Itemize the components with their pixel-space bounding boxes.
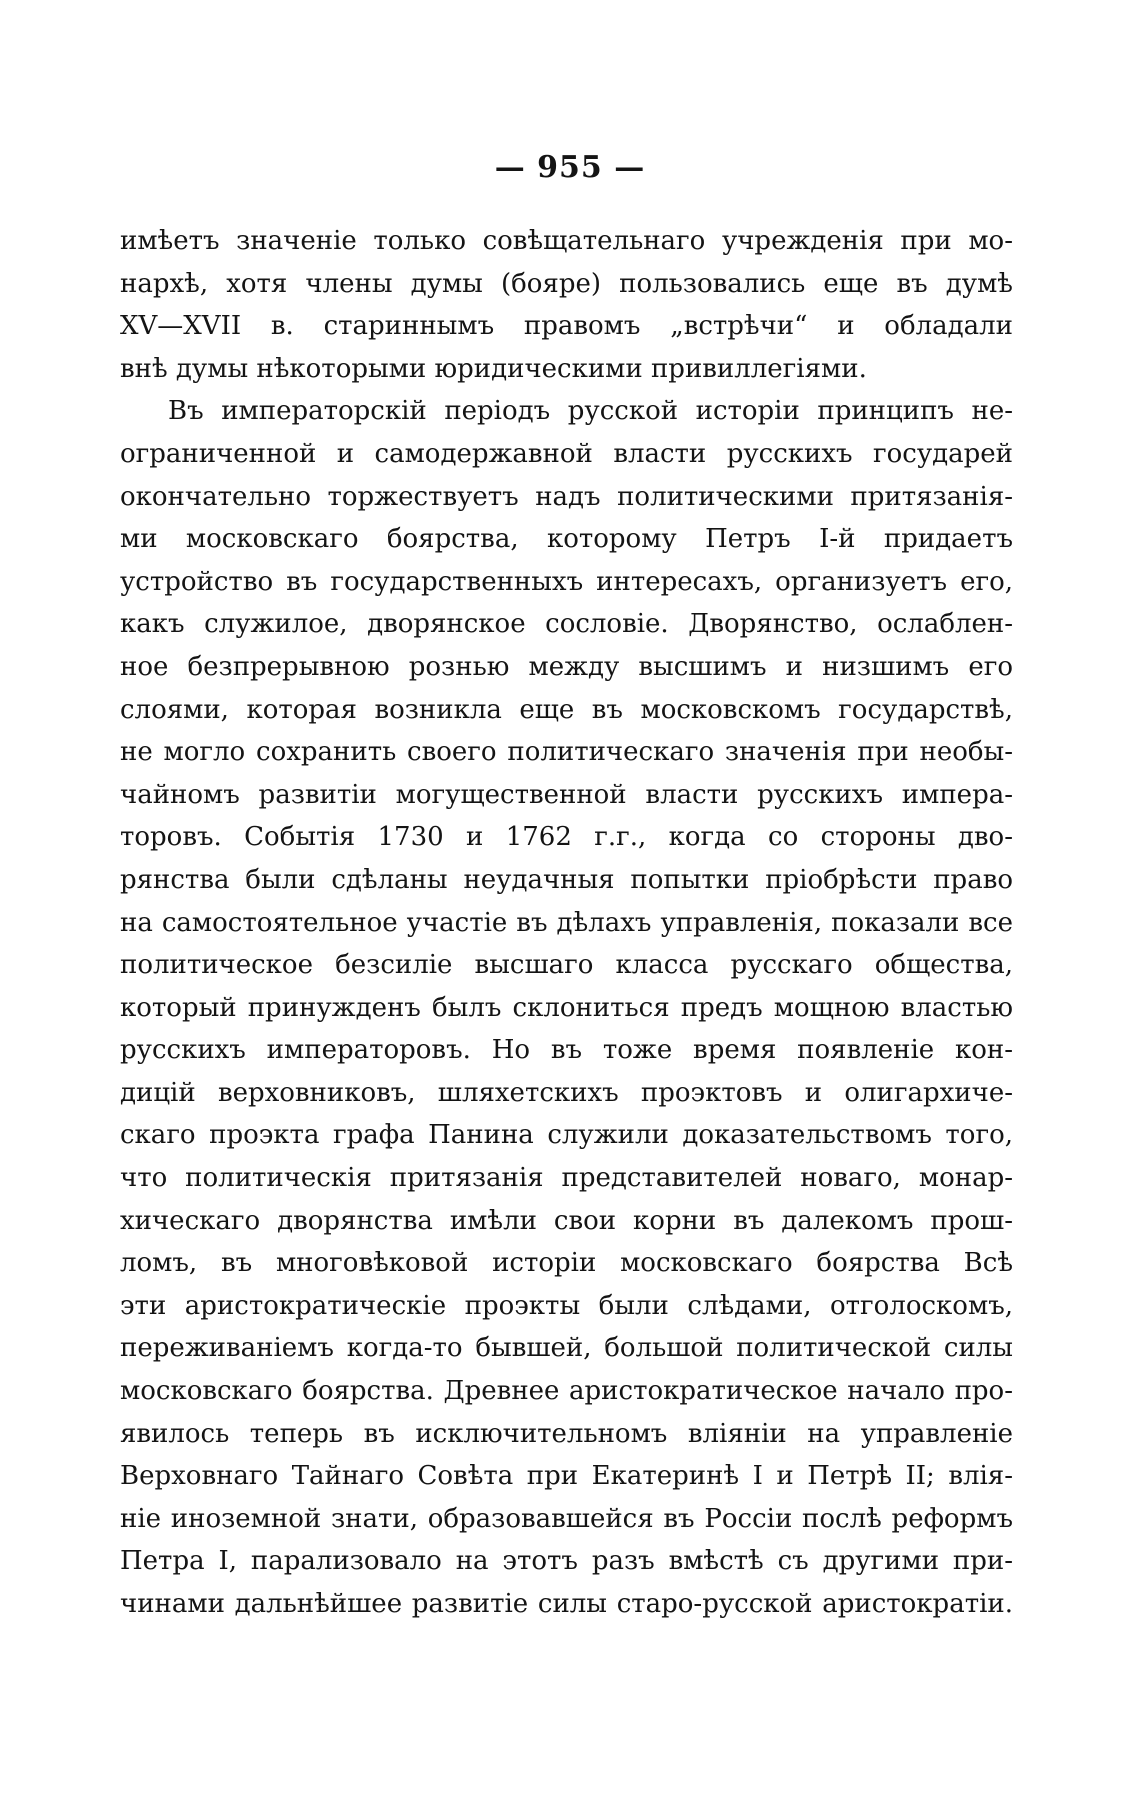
text-line: нархѣ, хотя члены думы (бояре) пользовались еще въ думѣ (120, 268, 1013, 299)
text-line: политическое безсиліе высшаго класса русскаго общества, (120, 950, 1013, 981)
text-line: дицій верховниковъ, шляхетскихъ проэктовъ и олигархиче- (120, 1077, 1013, 1108)
text-line: переживаніемъ когда-то бывшей, большой политической силы (120, 1333, 1013, 1364)
text-line: на самостоятельное участіе въ дѣлахъ управленія, показали все (120, 907, 1013, 938)
text-line: что политическія притязанія представителей новаго, монар- (120, 1163, 1013, 1194)
text-line: который принужденъ былъ склониться предъ мощною властью (120, 992, 1013, 1023)
text-line: ограниченной и самодержавной власти русскихъ государей (120, 438, 1013, 469)
text-line: ное безпрерывною рознью между высшимъ и низшимъ его (120, 651, 1013, 682)
text-line: чинами дальнѣйшее развитіе силы старо-русской аристократіи. (120, 1589, 1013, 1619)
text-line: какъ служилое, дворянское сословіе. Дворянство, ослаблен- (120, 609, 1013, 640)
text-line: ми московскаго боярства, которому Петръ I-й придаетъ (120, 524, 1013, 555)
text-line: торовъ. Событія 1730 и 1762 г.г., когда со стороны дво- (120, 822, 1013, 853)
text-line: устройство въ государственныхъ интересахъ, организуетъ его, (120, 566, 1013, 597)
text-line: внѣ думы нѣкоторыми юридическими привиллегіями. (120, 353, 867, 384)
text-line: ніе иноземной знати, образовавшейся въ Россіи послѣ реформъ (120, 1503, 1013, 1534)
text-line: эти аристократическіе проэкты были слѣдами, отголоскомъ, (120, 1290, 1013, 1321)
text-line: Верховнаго Тайнаго Совѣта при Екатеринѣ I и Петрѣ II; влія- (120, 1461, 1013, 1492)
text-line: Въ императорскій періодъ русской исторіи принципъ не- (168, 396, 1013, 427)
text-line: хическаго дворянства имѣли свои корни въ далекомъ прош- (120, 1205, 1013, 1236)
body-text (120, 220, 1013, 1626)
text-line: рянства были сдѣланы неудачныя попытки пріобрѣсти право (120, 864, 1013, 895)
text-line: скаго проэкта графа Панина служили доказательствомъ того, (120, 1120, 1013, 1151)
text-line: чайномъ развитіи могущественной власти русскихъ импера- (120, 779, 1013, 810)
text-line: Петра I, парализовало на этотъ разъ вмѣстѣ съ другими при- (120, 1546, 1013, 1577)
text-line: слоями, которая возникла еще въ московскомъ государствѣ, (120, 694, 1013, 725)
page-number: — 955 — (494, 150, 646, 185)
text-line: XV—XVII в. стариннымъ правомъ „встрѣчи“ и обладали (120, 311, 1013, 342)
text-line: окончательно торжествуетъ надъ политическими притязанія- (120, 481, 1013, 512)
text-line: имѣетъ значеніе только совѣщательнаго учрежденія при мо- (120, 226, 1013, 256)
text-line: русскихъ императоровъ. Но въ тоже время появленіе кон- (120, 1035, 1013, 1066)
text-line: не могло сохранить своего политическаго значенія при необы- (120, 737, 1013, 768)
text-line: ломъ, въ многовѣковой исторіи московскаго боярства Всѣ (120, 1248, 1013, 1279)
text-line: московскаго боярства. Древнее аристократическое начало про- (120, 1376, 1013, 1407)
text-line: явилось теперь въ исключительномъ вліяніи на управленіе (120, 1418, 1013, 1449)
